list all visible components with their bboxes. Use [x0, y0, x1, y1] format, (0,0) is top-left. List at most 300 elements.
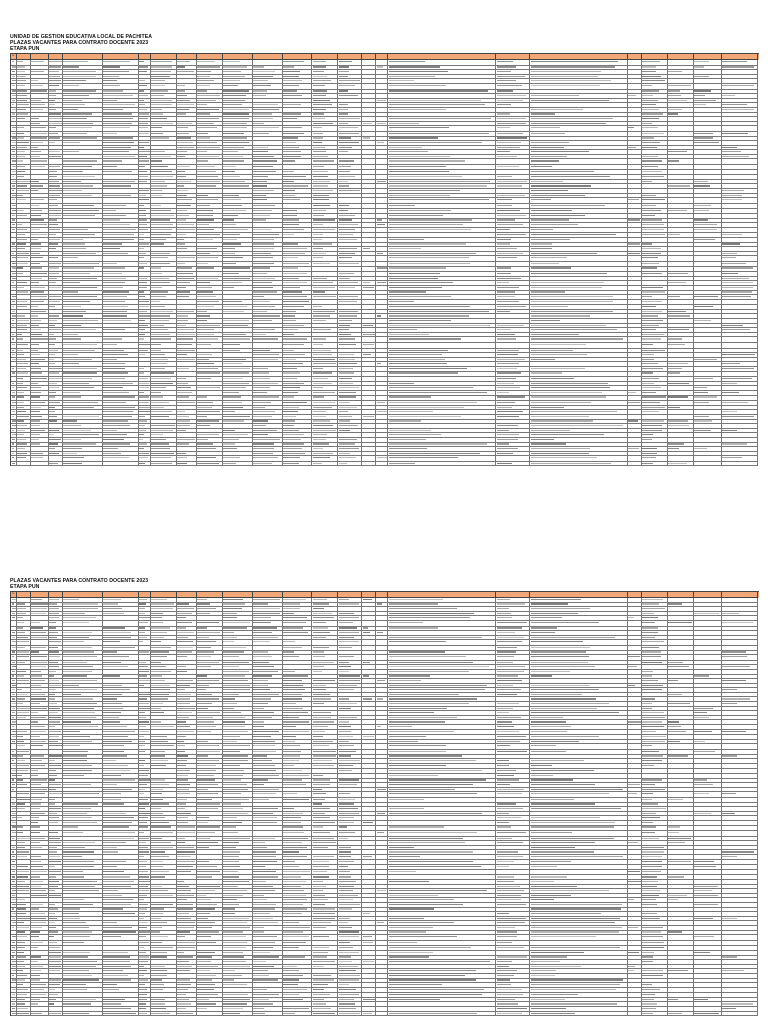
- cell-text-placeholder: [628, 127, 634, 128]
- cell-text-placeholder: [17, 662, 24, 663]
- cell-text-placeholder: [151, 66, 172, 67]
- cell-text-placeholder: [283, 416, 296, 417]
- cell-text-placeholder: [283, 199, 300, 200]
- cell-text-placeholder: [31, 651, 38, 652]
- cell-text-placeholder: [31, 123, 39, 124]
- cell-text-placeholder: [177, 647, 193, 648]
- cell-text-placeholder: [17, 210, 23, 211]
- cell-text-placeholder: [12, 100, 15, 101]
- cell-text-placeholder: [253, 160, 277, 161]
- cell-text-placeholder: [283, 113, 301, 114]
- cell-text-placeholder: [339, 229, 355, 230]
- cell-text-placeholder: [313, 407, 332, 408]
- cell-text-placeholder: [313, 127, 322, 128]
- cell-text-placeholder: [253, 210, 272, 211]
- cell-text-placeholder: [151, 453, 173, 454]
- cell-text-placeholder: [497, 291, 516, 292]
- cell-text-placeholder: [497, 306, 526, 307]
- cell-text-placeholder: [197, 425, 210, 426]
- cell-text-placeholder: [253, 350, 270, 351]
- cell-text-placeholder: [313, 263, 330, 264]
- cell-text-placeholder: [283, 599, 306, 600]
- cell-text-placeholder: [497, 215, 526, 216]
- cell-text-placeholder: [177, 350, 195, 351]
- table-cell: [388, 462, 496, 467]
- cell-text-placeholder: [389, 392, 487, 393]
- cell-text-placeholder: [283, 680, 302, 681]
- cell-text-placeholder: [389, 195, 450, 196]
- cell-text-placeholder: [17, 90, 27, 91]
- cell-text-placeholder: [668, 425, 688, 426]
- cell-text-placeholder: [339, 113, 348, 114]
- cell-text-placeholder: [49, 689, 56, 690]
- cell-text-placeholder: [49, 224, 57, 225]
- cell-text-placeholder: [339, 287, 355, 288]
- cell-text-placeholder: [722, 263, 746, 264]
- cell-text-placeholder: [223, 622, 250, 623]
- cell-text-placeholder: [339, 104, 348, 105]
- cell-text-placeholder: [151, 315, 170, 316]
- cell-text-placeholder: [139, 443, 146, 444]
- cell-text-placeholder: [339, 76, 348, 77]
- cell-text-placeholder: [722, 329, 750, 330]
- cell-text-placeholder: [197, 641, 216, 642]
- cell-text-placeholder: [253, 637, 278, 638]
- cell-text-placeholder: [17, 142, 28, 143]
- cell-text-placeholder: [223, 647, 246, 648]
- cell-text-placeholder: [49, 632, 58, 633]
- cell-text-placeholder: [12, 647, 17, 648]
- cell-text-placeholder: [177, 632, 194, 633]
- cell-text-placeholder: [49, 248, 56, 249]
- cell-text-placeholder: [642, 90, 658, 91]
- cell-text-placeholder: [531, 320, 560, 321]
- cell-text-placeholder: [389, 363, 448, 364]
- cell-text-placeholder: [389, 85, 447, 86]
- cell-text-placeholder: [531, 599, 581, 600]
- cell-text-placeholder: [31, 181, 38, 182]
- cell-text-placeholder: [177, 151, 186, 152]
- cell-text-placeholder: [177, 368, 188, 369]
- cell-text-placeholder: [389, 411, 433, 412]
- cell-text-placeholder: [694, 210, 709, 211]
- cell-text-placeholder: [223, 185, 249, 186]
- cell-text-placeholder: [31, 210, 42, 211]
- cell-text-placeholder: [151, 80, 164, 81]
- cell-text-placeholder: [531, 133, 565, 134]
- cell-text-placeholder: [151, 425, 174, 426]
- cell-text-placeholder: [177, 199, 192, 200]
- cell-text-placeholder: [31, 363, 39, 364]
- cell-text-placeholder: [197, 113, 210, 114]
- cell-text-placeholder: [223, 80, 240, 81]
- cell-text-placeholder: [339, 166, 351, 167]
- cell-text-placeholder: [668, 273, 688, 274]
- cell-text-placeholder: [531, 712, 619, 713]
- cell-text-placeholder: [17, 338, 23, 339]
- cell-text-placeholder: [223, 287, 234, 288]
- cell-text-placeholder: [151, 320, 168, 321]
- cell-text-placeholder: [151, 185, 167, 186]
- cell-text-placeholder: [103, 61, 130, 62]
- cell-text-placeholder: [694, 613, 719, 614]
- cell-text-placeholder: [49, 656, 60, 657]
- cell-text-placeholder: [103, 311, 127, 312]
- cell-text-placeholder: [283, 334, 294, 335]
- cell-text-placeholder: [151, 296, 166, 297]
- cell-text-placeholder: [722, 651, 745, 652]
- cell-text-placeholder: [49, 320, 56, 321]
- cell-text-placeholder: [63, 608, 98, 609]
- cell-text-placeholder: [197, 171, 216, 172]
- cell-text-placeholder: [17, 387, 27, 388]
- cell-text-placeholder: [103, 599, 120, 600]
- cell-text-placeholder: [31, 637, 46, 638]
- cell-text-placeholder: [253, 190, 274, 191]
- cell-text-placeholder: [283, 234, 294, 235]
- cell-text-placeholder: [197, 166, 215, 167]
- cell-text-placeholder: [339, 320, 352, 321]
- cell-text-placeholder: [31, 151, 40, 152]
- cell-text-placeholder: [642, 671, 653, 672]
- cell-text-placeholder: [63, 205, 93, 206]
- table-cell: [312, 462, 338, 467]
- cell-text-placeholder: [313, 425, 333, 426]
- cell-text-placeholder: [642, 387, 661, 388]
- cell-text-placeholder: [339, 263, 359, 264]
- cell-text-placeholder: [49, 205, 57, 206]
- cell-text-placeholder: [31, 396, 39, 397]
- cell-text-placeholder: [177, 622, 192, 623]
- cell-text-placeholder: [253, 656, 272, 657]
- cell-text-placeholder: [31, 434, 40, 435]
- cell-text-placeholder: [103, 185, 131, 186]
- cell-text-placeholder: [139, 243, 149, 244]
- cell-text-placeholder: [49, 181, 59, 182]
- cell-text-placeholder: [139, 325, 147, 326]
- cell-text-placeholder: [12, 685, 17, 686]
- cell-text-placeholder: [103, 253, 128, 254]
- cell-text-placeholder: [197, 439, 208, 440]
- cell-text-placeholder: [151, 685, 169, 686]
- cell-text-placeholder: [223, 142, 249, 143]
- cell-text-placeholder: [31, 603, 47, 604]
- cell-text-placeholder: [497, 651, 516, 652]
- cell-text-placeholder: [668, 329, 688, 330]
- cell-text-placeholder: [339, 637, 355, 638]
- cell-text-placeholder: [313, 434, 327, 435]
- cell-text-placeholder: [103, 694, 122, 695]
- cell-text-placeholder: [363, 662, 370, 663]
- cell-text-placeholder: [283, 210, 297, 211]
- cell-text-placeholder: [389, 166, 446, 167]
- cell-text-placeholder: [313, 224, 323, 225]
- cell-text-placeholder: [17, 689, 22, 690]
- cell-text-placeholder: [694, 675, 708, 676]
- cell-text-placeholder: [223, 407, 243, 408]
- cell-text-placeholder: [103, 315, 127, 316]
- cell-text-placeholder: [31, 712, 37, 713]
- cell-text-placeholder: [139, 334, 145, 335]
- cell-text-placeholder: [12, 215, 16, 216]
- cell-text-placeholder: [12, 416, 15, 417]
- cell-text-placeholder: [642, 378, 658, 379]
- cell-text-placeholder: [49, 301, 60, 302]
- cell-text-placeholder: [283, 407, 299, 408]
- cell-text-placeholder: [531, 368, 586, 369]
- cell-text-placeholder: [339, 329, 350, 330]
- cell-text-placeholder: [389, 453, 480, 454]
- cell-text-placeholder: [389, 603, 438, 604]
- cell-text-placeholder: [389, 142, 482, 143]
- cell-text-placeholder: [339, 457, 356, 458]
- cell-text-placeholder: [531, 344, 587, 345]
- cell-text-placeholder: [49, 372, 59, 373]
- cell-text-placeholder: [642, 199, 664, 200]
- cell-text-placeholder: [103, 453, 121, 454]
- cell-text-placeholder: [63, 420, 77, 421]
- cell-text-placeholder: [253, 622, 271, 623]
- cell-text-placeholder: [642, 142, 660, 143]
- cell-text-placeholder: [497, 219, 515, 220]
- cell-text-placeholder: [177, 85, 185, 86]
- cell-text-placeholder: [253, 354, 279, 355]
- cell-text-placeholder: [151, 387, 166, 388]
- cell-text-placeholder: [531, 229, 554, 230]
- cell-text-placeholder: [103, 651, 116, 652]
- cell-text-placeholder: [139, 195, 146, 196]
- cell-text-placeholder: [177, 354, 186, 355]
- table-cell: [253, 462, 283, 467]
- cell-text-placeholder: [253, 334, 265, 335]
- cell-text-placeholder: [151, 306, 164, 307]
- cell-text-placeholder: [531, 662, 589, 663]
- cell-text-placeholder: [628, 666, 637, 667]
- cell-text-placeholder: [531, 329, 617, 330]
- cell-text-placeholder: [151, 273, 162, 274]
- cell-text-placeholder: [389, 311, 489, 312]
- cell-text-placeholder: [339, 383, 353, 384]
- cell-text-placeholder: [339, 253, 355, 254]
- cell-text-placeholder: [722, 190, 744, 191]
- cell-text-placeholder: [49, 637, 57, 638]
- cell-text-placeholder: [531, 315, 590, 316]
- cell-text-placeholder: [531, 402, 591, 403]
- cell-text-placeholder: [642, 680, 657, 681]
- cell-text-placeholder: [642, 627, 658, 628]
- cell-text-placeholder: [389, 680, 422, 681]
- cell-text-placeholder: [497, 407, 513, 408]
- cell-text-placeholder: [339, 402, 350, 403]
- cell-text-placeholder: [339, 387, 359, 388]
- cell-text-placeholder: [151, 430, 173, 431]
- cell-text-placeholder: [389, 383, 414, 384]
- cell-text-placeholder: [12, 372, 15, 373]
- cell-text-placeholder: [389, 263, 470, 264]
- cell-text-placeholder: [151, 416, 169, 417]
- cell-text-placeholder: [177, 411, 185, 412]
- cell-text-placeholder: [642, 647, 659, 648]
- table-cell: [31, 462, 49, 467]
- cell-text-placeholder: [642, 402, 660, 403]
- cell-text-placeholder: [139, 61, 143, 62]
- cell-text-placeholder: [63, 439, 80, 440]
- cell-text-placeholder: [339, 368, 353, 369]
- cell-text-placeholder: [103, 147, 130, 148]
- cell-text-placeholder: [339, 160, 354, 161]
- cell-text-placeholder: [31, 368, 40, 369]
- cell-text-placeholder: [139, 278, 147, 279]
- cell-text-placeholder: [313, 378, 328, 379]
- cell-text-placeholder: [313, 411, 326, 412]
- cell-text-placeholder: [694, 229, 717, 230]
- cell-text-placeholder: [694, 90, 711, 91]
- cell-text-placeholder: [223, 363, 242, 364]
- cell-text-placeholder: [49, 641, 60, 642]
- cell-text-placeholder: [223, 253, 235, 254]
- cell-text-placeholder: [103, 666, 128, 667]
- cell-text-placeholder: [339, 647, 352, 648]
- cell-text-placeholder: [253, 675, 272, 676]
- cell-text-placeholder: [339, 224, 358, 225]
- cell-text-placeholder: [103, 85, 120, 86]
- cell-text-placeholder: [283, 344, 304, 345]
- cell-text-placeholder: [722, 195, 741, 196]
- cell-text-placeholder: [531, 66, 615, 67]
- cell-text-placeholder: [63, 383, 88, 384]
- cell-text-placeholder: [63, 392, 80, 393]
- cell-text-placeholder: [722, 656, 747, 657]
- cell-text-placeholder: [531, 325, 606, 326]
- cell-text-placeholder: [17, 109, 25, 110]
- cell-text-placeholder: [177, 215, 189, 216]
- cell-text-placeholder: [49, 387, 58, 388]
- cell-text-placeholder: [12, 185, 16, 186]
- cell-text-placeholder: [63, 171, 83, 172]
- cell-text-placeholder: [389, 627, 439, 628]
- cell-text-placeholder: [103, 166, 116, 167]
- cell-text-placeholder: [497, 396, 525, 397]
- cell-text-placeholder: [253, 215, 270, 216]
- cell-text-placeholder: [139, 234, 144, 235]
- cell-text-placeholder: [497, 443, 509, 444]
- cell-text-placeholder: [177, 402, 195, 403]
- cell-text-placeholder: [223, 712, 241, 713]
- cell-text-placeholder: [642, 80, 665, 81]
- cell-text-placeholder: [49, 219, 56, 220]
- cell-text-placeholder: [139, 219, 146, 220]
- cell-text-placeholder: [139, 151, 149, 152]
- cell-text-placeholder: [363, 334, 375, 335]
- cell-text-placeholder: [31, 118, 38, 119]
- cell-text-placeholder: [389, 176, 462, 177]
- cell-text-placeholder: [177, 416, 189, 417]
- cell-text-placeholder: [103, 171, 132, 172]
- cell-text-placeholder: [313, 195, 329, 196]
- cell-text-placeholder: [12, 278, 17, 279]
- cell-text-placeholder: [177, 671, 187, 672]
- cell-text-placeholder: [642, 66, 656, 67]
- cell-text-placeholder: [531, 113, 555, 114]
- cell-text-placeholder: [103, 95, 132, 96]
- cell-text-placeholder: [253, 627, 277, 628]
- cell-text-placeholder: [103, 329, 125, 330]
- cell-text-placeholder: [49, 296, 60, 297]
- cell-text-placeholder: [17, 608, 26, 609]
- cell-text-placeholder: [177, 127, 188, 128]
- cell-text-placeholder: [151, 71, 171, 72]
- cell-text-placeholder: [63, 632, 92, 633]
- cell-text-placeholder: [177, 190, 188, 191]
- cell-text-placeholder: [151, 656, 166, 657]
- cell-text-placeholder: [197, 147, 220, 148]
- cell-text-placeholder: [389, 416, 461, 417]
- cell-text-placeholder: [389, 402, 477, 403]
- cell-text-placeholder: [12, 689, 16, 690]
- cell-text-placeholder: [12, 66, 17, 67]
- cell-text-placeholder: [12, 632, 16, 633]
- cell-text-placeholder: [722, 689, 737, 690]
- cell-text-placeholder: [12, 267, 17, 268]
- cell-text-placeholder: [642, 219, 662, 220]
- cell-text-placeholder: [339, 273, 354, 274]
- cell-text-placeholder: [49, 354, 54, 355]
- cell-text-placeholder: [531, 61, 618, 62]
- cell-text-placeholder: [668, 463, 687, 464]
- cell-text-placeholder: [313, 698, 331, 699]
- cell-text-placeholder: [313, 354, 332, 355]
- cell-text-placeholder: [151, 95, 164, 96]
- cell-text-placeholder: [197, 195, 208, 196]
- cell-text-placeholder: [313, 608, 325, 609]
- cell-text-placeholder: [722, 253, 737, 254]
- cell-text-placeholder: [12, 229, 16, 230]
- cell-text-placeholder: [253, 434, 268, 435]
- cell-text-placeholder: [694, 296, 718, 297]
- cell-text-placeholder: [17, 627, 23, 628]
- cell-text-placeholder: [642, 698, 655, 699]
- cell-text-placeholder: [103, 243, 122, 244]
- cell-text-placeholder: [103, 383, 132, 384]
- cell-text-placeholder: [642, 603, 659, 604]
- cell-text-placeholder: [139, 448, 144, 449]
- cell-text-placeholder: [642, 127, 658, 128]
- cell-text-placeholder: [63, 329, 95, 330]
- cell-text-placeholder: [253, 453, 273, 454]
- cell-text-placeholder: [177, 90, 184, 91]
- cell-text-placeholder: [12, 680, 16, 681]
- cell-text-placeholder: [223, 137, 247, 138]
- cell-text-placeholder: [139, 402, 149, 403]
- cell-text-placeholder: [139, 147, 143, 148]
- cell-text-placeholder: [139, 176, 148, 177]
- cell-text-placeholder: [253, 147, 268, 148]
- cell-text-placeholder: [17, 71, 25, 72]
- cell-text-placeholder: [642, 651, 661, 652]
- cell-text-placeholder: [12, 171, 17, 172]
- cell-text-placeholder: [668, 90, 680, 91]
- cell-text-placeholder: [177, 656, 186, 657]
- cell-text-placeholder: [253, 301, 270, 302]
- cell-text-placeholder: [197, 253, 210, 254]
- cell-text-placeholder: [12, 224, 15, 225]
- cell-text-placeholder: [139, 416, 145, 417]
- cell-text-placeholder: [12, 671, 15, 672]
- cell-text-placeholder: [197, 632, 220, 633]
- cell-text-placeholder: [694, 708, 713, 709]
- cell-text-placeholder: [12, 273, 17, 274]
- cell-text-placeholder: [31, 703, 40, 704]
